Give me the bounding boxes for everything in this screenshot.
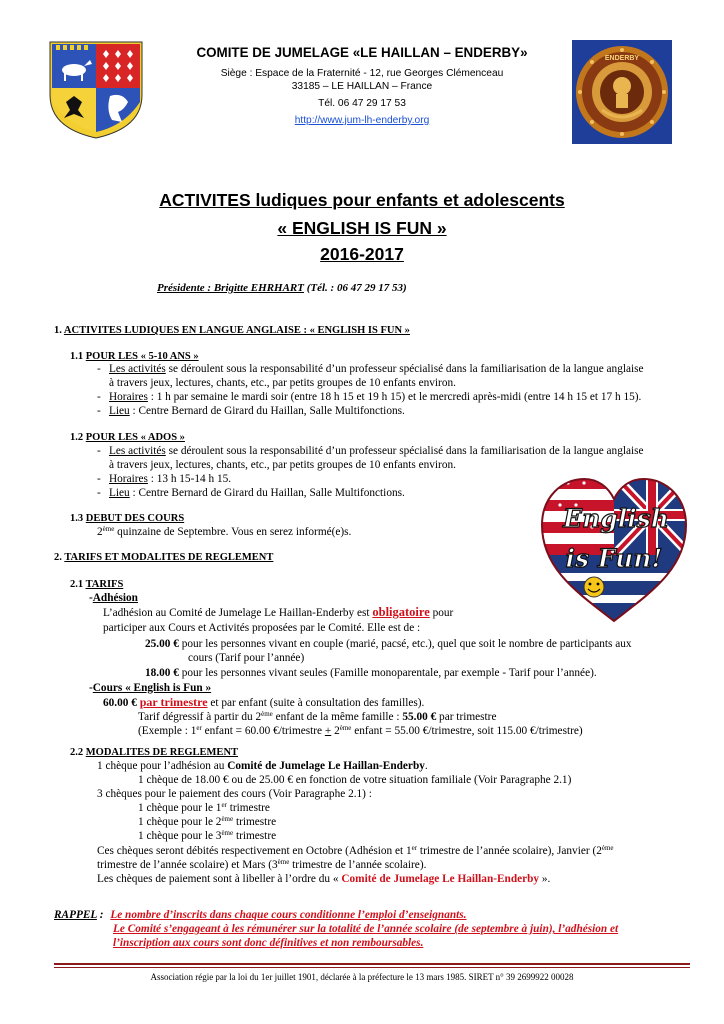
s11-horaires-text: : 1 h par semaine le mardi soir (entre 18 h 15 et 19 h 15) et le mercredi après-midi (entre 14 h 15 et 17 h 15). — [147, 391, 642, 403]
c2-sup: ème — [221, 815, 234, 823]
s12-activites-text: se déroulent sous la responsabilité d’un professeur spécialisé dans la familiarisation de la langue anglaise — [165, 445, 644, 457]
coat-of-arms-logo — [48, 40, 144, 140]
enderby-emblem-logo — [572, 40, 672, 144]
cheque-3-line — [138, 830, 276, 843]
president-phone: (Tél. : 06 47 29 17 53) — [303, 282, 407, 294]
s12-lieu: - Lieu : Centre Bernard de Girard du Haillan, Salle Multifonctions. — [97, 487, 405, 499]
subsection-2-1-title: TARIFS — [85, 579, 124, 590]
s12-horaires-label: Horaires — [109, 473, 148, 485]
s12-lieu-label: Lieu — [109, 487, 130, 499]
reglement-l1-post: . — [424, 760, 428, 772]
c1-post: trimestre — [226, 802, 270, 814]
cheque-1-line — [138, 802, 270, 815]
debit-line-2 — [97, 859, 426, 872]
cours-post: et par enfant (suite à consultation des familles). — [207, 697, 425, 709]
rappel-line-3: l’inscription aux cours sont donc définitives et non remboursables. — [113, 937, 424, 949]
reglement-l1-pre: 1 chèque pour l’adhésion au — [97, 760, 228, 772]
tarif-degressif-line — [138, 711, 496, 724]
english-is-fun-heart-badge — [538, 475, 690, 625]
title-line-3: 2016-2017 — [320, 244, 404, 264]
adhesion-line-2: participer aux Cours et Activités proposées par le Comité. Elle est de : — [103, 622, 421, 634]
subsection-1-1-title: POUR LES « 5-10 ANS » — [85, 351, 199, 362]
obligatoire-text: obligatoire — [372, 605, 430, 619]
subsection-2-1-heading — [70, 578, 123, 591]
s11-horaires: - Horaires : 1 h par semaine le mardi soir (entre 18 h 15 et 19 h 15) et le mercredi après-midi (entre 14 h 15 et 17 h 15). — [97, 391, 642, 403]
phone-line: Tél. 06 47 29 17 53 — [318, 98, 406, 109]
ex-4: enfant = 55.00 €/trimestre, soit 115.00 €/trimestre) — [351, 725, 583, 737]
s11-activites-cont: à travers jeux, lectures, chants, etc., par petits groupes de 10 enfants environ. — [109, 377, 456, 389]
price-single-text: pour les personnes vivant seules (Famille monoparentale, par exemple - Tarif pour l’année). — [178, 667, 597, 679]
ordre-red: Comité de Jumelage Le Haillan-Enderby — [341, 873, 540, 885]
reglement-line-3: 3 chèques pour le paiement des cours (Voir Paragraphe 2.1) : — [97, 788, 372, 800]
section-2-heading — [54, 551, 273, 564]
degr-sup: ème — [261, 710, 273, 718]
subsection-1-2-number: 1.2 — [70, 432, 86, 443]
price-single: 18.00 € — [145, 667, 179, 679]
ex-plus: + — [324, 725, 332, 737]
s13-body: quinzaine de Septembre. Vous en serez informé(e)s. — [114, 526, 352, 538]
section-2-number: 2. — [54, 552, 65, 563]
adhesion-l1-post: pour — [429, 607, 454, 619]
s13-pre: 2 — [97, 526, 103, 538]
c1-pre: 1 chèque pour le 1 — [138, 802, 222, 814]
degr-post: par trimestre — [436, 711, 497, 723]
subsection-2-2-heading — [70, 746, 238, 759]
website-link[interactable]: http://www.jum-lh-enderby.org — [294, 115, 430, 126]
subsection-1-1-number: 1.1 — [70, 351, 86, 362]
section-1-title: ACTIVITES LUDIQUES EN LANGUE ANGLAISE : « ENGLISH IS FUN » — [63, 325, 410, 336]
s12-activites-label: Les activités — [109, 445, 166, 457]
badge-text-1: English — [563, 504, 669, 533]
s11-activites-label: Les activités — [109, 363, 166, 375]
s12-horaires-text: : 13 h 15-14 h 15. — [147, 473, 232, 485]
deb-sup1: er — [411, 844, 418, 852]
cours-price: 60.00 € — [103, 697, 140, 709]
footer-rule — [54, 963, 690, 965]
s11-lieu: - Lieu : Centre Bernard de Girard du Haillan, Salle Multifonctions. — [97, 405, 405, 417]
president-line — [157, 282, 407, 295]
section-2-title: TARIFS ET MODALITES DE REGLEMENT — [64, 552, 274, 563]
org-name: COMITE DE JUMELAGE «LE HAILLAN – ENDERBY» — [196, 45, 528, 60]
footer-text: Association régie par la loi du 1er juillet 1901, déclarée à la préfecture le 13 mars 1985. SIRET n° 39 2699922 00028 — [150, 972, 574, 982]
adhesion-l1-pre: L’adhésion au Comité de Jumelage Le Haillan-Enderby est — [103, 607, 373, 619]
footer-rule-thin — [54, 967, 690, 968]
c1-sup: er — [221, 801, 227, 809]
title-line-2: « ENGLISH IS FUN » — [277, 218, 447, 238]
adhesion-label-line: -Adhésion — [89, 592, 138, 604]
s12-horaires: - Horaires : 13 h 15-14 h 15. — [97, 473, 232, 485]
c3-pre: 1 chèque pour le 3 — [138, 830, 222, 842]
section-1-number: 1. — [54, 325, 64, 336]
s12-activites: - Les activités se déroulent sous la responsabilité d’un professeur spécialisé dans la familiarisation de la langue anglaise — [97, 445, 644, 457]
s12-lieu-text: : Centre Bernard de Girard du Haillan, Salle Multifonctions. — [129, 487, 405, 499]
example-line — [138, 725, 583, 738]
reglement-line-2: 1 chèque de 18.00 € ou de 25.00 € en fonction de votre situation familiale (Voir Paragraphe 2.1) — [138, 774, 572, 786]
c2-pre: 1 chèque pour le 2 — [138, 816, 222, 828]
adhesion-line-1 — [103, 606, 453, 620]
s12-activites-cont: à travers jeux, lectures, chants, etc., par petits groupes de 10 enfants environ. — [109, 459, 456, 471]
deb-2: trimestre de l’année scolaire), Janvier (2 — [417, 845, 602, 857]
degr-pre: Tarif dégressif à partir du 2 — [138, 711, 262, 723]
s13-sup: ème — [102, 525, 115, 533]
ex-sup2: ème — [339, 724, 352, 732]
rappel-colon: : — [96, 909, 104, 921]
address-line-1: Siège : Espace de la Fraternité - 12, rue Georges Clémenceau — [220, 68, 504, 79]
president-name: Présidente : Brigitte EHRHART — [157, 282, 304, 294]
c2-post: trimestre — [233, 816, 277, 828]
cours-label: Cours « English is Fun » — [92, 682, 212, 694]
price-couple-line — [145, 638, 632, 651]
cours-price-line — [103, 696, 424, 710]
subsection-1-3-number: 1.3 — [70, 513, 86, 524]
deb-sup3: ème — [277, 858, 290, 866]
s13-text — [97, 526, 351, 539]
price-couple: 25.00 € — [145, 638, 179, 650]
debit-line-1 — [97, 845, 614, 858]
s11-activites-text: se déroulent sous la responsabilité d’un professeur spécialisé dans la familiarisation de la langue anglaise — [165, 363, 644, 375]
degr-mid: enfant de la même famille : — [272, 711, 403, 723]
address-line-2: 33185 – LE HAILLAN – France — [291, 81, 433, 92]
emblem-text: ENDERBY — [604, 55, 640, 62]
s11-lieu-text: : Centre Bernard de Girard du Haillan, Salle Multifonctions. — [129, 405, 405, 417]
reglement-line-1 — [97, 760, 428, 773]
badge-text-2: is Fun! — [565, 544, 663, 573]
deb-sup2: ème — [601, 844, 614, 852]
ex-sup1: er — [196, 724, 202, 732]
deb-3: trimestre de l’année scolaire) et Mars (3 — [97, 859, 278, 871]
ordre-post: ». — [539, 873, 551, 885]
s11-lieu-label: Lieu — [109, 405, 130, 417]
price-couple-cont: cours (Tarif pour l’année) — [188, 652, 305, 664]
subsection-1-3-title: DEBUT DES COURS — [85, 513, 185, 524]
subsection-2-2-number: 2.2 — [70, 747, 86, 758]
section-1-heading — [54, 324, 410, 337]
subsection-1-2-title: POUR LES « ADOS » — [85, 432, 185, 443]
ordre-line — [97, 873, 550, 886]
rappel-text-1: Le nombre d’inscrits dans chaque cours conditionne l’emploi d’enseignants. — [110, 909, 467, 921]
c3-sup: ème — [221, 829, 234, 837]
adhesion-label: Adhésion — [92, 592, 138, 604]
subsection-1-2-heading — [70, 431, 185, 444]
ex-3: 2 — [331, 725, 340, 737]
c3-post: trimestre — [233, 830, 277, 842]
rappel-label: RAPPEL — [54, 909, 97, 921]
rappel-line-1 — [54, 909, 467, 922]
ex-1: (Exemple : 1 — [138, 725, 197, 737]
subsection-1-3-heading — [70, 512, 184, 525]
subsection-1-1-heading — [70, 350, 199, 363]
ordre-pre: Les chèques de paiement sont à libeller à l’ordre du « — [97, 873, 342, 885]
cheque-2-line — [138, 816, 276, 829]
price-single-line — [145, 667, 597, 680]
deb-4: trimestre de l’année scolaire). — [289, 859, 427, 871]
degr-price: 55.00 € — [402, 711, 437, 723]
deb-1: Ces chèques seront débités respectivement en Octobre (Adhésion et 1 — [97, 845, 412, 857]
title-line-1: ACTIVITES ludiques pour enfants et adolescents — [159, 190, 565, 210]
s11-horaires-label: Horaires — [109, 391, 148, 403]
reglement-l1-bold: Comité de Jumelage Le Haillan-Enderby — [227, 760, 425, 772]
subsection-2-2-title: MODALITES DE REGLEMENT — [85, 747, 239, 758]
price-couple-text: pour les personnes vivant en couple (marié, pacsé, etc.), quel que soit le nombre de participants aux — [178, 638, 632, 650]
subsection-2-1-number: 2.1 — [70, 579, 86, 590]
par-trimestre-text: par trimestre — [139, 695, 208, 709]
cours-label-line: -Cours « English is Fun » — [89, 682, 212, 694]
rappel-line-2: Le Comité s’engageant à les rémunérer sur la totalité de l’année scolaire (de septembre à juin), l’adhésion et — [113, 923, 619, 935]
s11-activites: - Les activités se déroulent sous la responsabilité d’un professeur spécialisé dans la familiarisation de la langue anglaise — [97, 363, 644, 375]
ex-2: enfant = 60.00 €/trimestre — [201, 725, 325, 737]
